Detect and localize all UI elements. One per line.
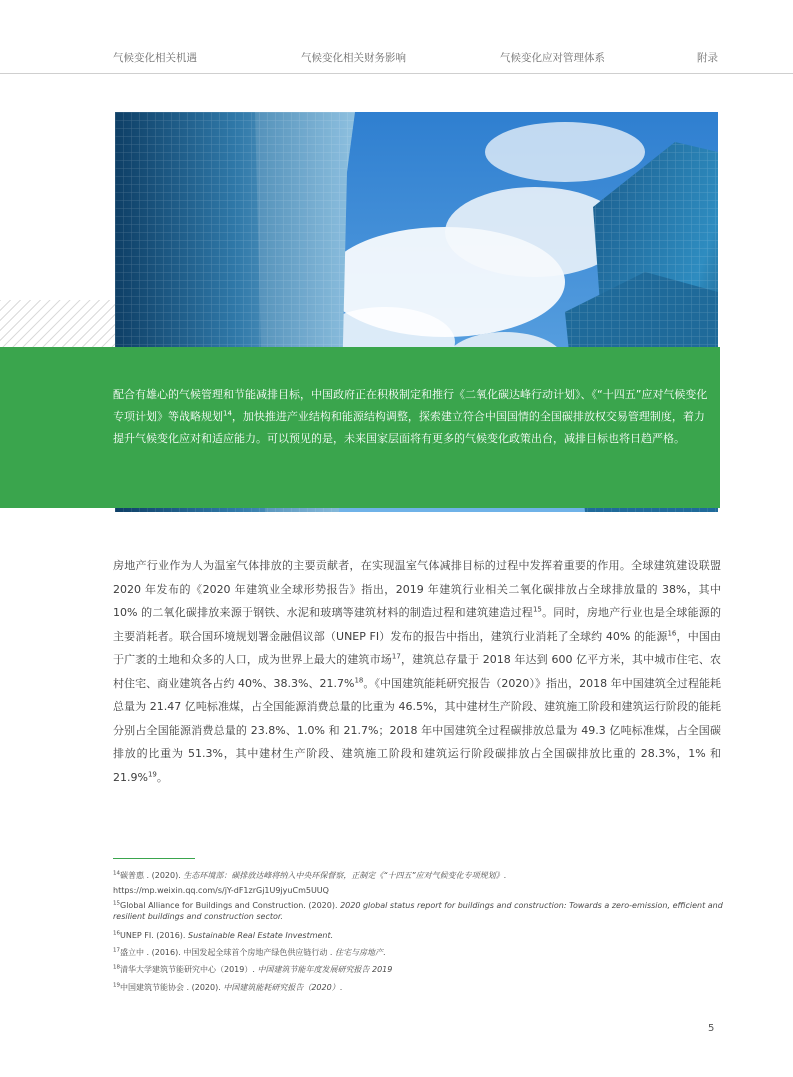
- footnote-ref-19[interactable]: 19: [147, 769, 157, 778]
- footnote-15: $^{15}$Global Alliance for Buildings and Construction. (2020). 2020 global status report for buildings and construction: Towards a zero-emission, efficient and resilient buildings and construction sector.: [113, 900, 723, 921]
- page-number: 5: [708, 1023, 715, 1034]
- nav-item-management-system[interactable]: 气候变化应对管理体系: [500, 52, 605, 64]
- nav-item-financial-impact[interactable]: 气候变化相关财务影响: [301, 52, 406, 64]
- nav-item-climate-opportunities[interactable]: 气候变化相关机遇: [113, 52, 197, 64]
- body-paragraph: 房地产行业作为人为温室气体排放的主要贡献者，在实现温室气体减排目标的过程中发挥着重要的作用。全球建筑建设联盟 2020 年发布的《2020 年建筑业全球形势报告》指出，2019 年建筑行业相关二氧化碳排放占全球排放量的 38%，其中 10% 的二氧化碳排放来源于钢铁、水泥和玻璃等建筑材料的制造过程和建筑建造过程$^{15}$。同时，房地产行业也是全球能源的主要消耗者。联合国环境规划署金融倡议部（UNEP FI）发布的报告中指出，建筑行业消耗了全球约 40% 的能源$^{16}$，中国由于广袤的土地和众多的人口，成为世界上最大的建筑市场$^{17}$，建筑总存量于 2018 年达到 600 亿平方米，其中城市住宅、农村住宅、商业建筑各占约 40%、38.3%、21.7%$^{18}$。《中国建筑能耗研究报告（2020）》指出，2018 年中国建筑全过程能耗总量为 21.47 亿吨标准煤，占全国能源消费总量的比重为 46.5%，其中建材生产阶段、建筑施工阶段和建筑运行阶段的能耗分别占全国能源消费总量的 23.8%、1.0% 和 21.7%；2018 年中国建筑全过程碳排放总量为 49.3 亿吨标准煤，占全国碳排放的比重为 51.3%，其中建材生产阶段、建筑施工阶段和建筑运行阶段碳排放占全国碳排放比重的 28.3%，1% 和 21.9%$^{19}$。: [113, 559, 721, 784]
- footnote-16: $^{16}$UNEP FI. (2016). Sustainable Real Estate Investment.: [113, 930, 334, 940]
- footnote-14-link[interactable]: https://mp.weixin.qq.com/s/jY-dF1zrGj1U9jyuCm5UUQ: [113, 886, 329, 895]
- footnote-ref-16[interactable]: 16: [667, 628, 677, 637]
- footnote-19: $^{19}$中国建筑节能协会 . (2020). 中国建筑能耗研究报告（2020）.: [113, 982, 343, 992]
- footnote-ref-18[interactable]: 18: [354, 675, 364, 684]
- nav-item-appendix[interactable]: 附录: [697, 52, 718, 64]
- footnote-18: $^{18}$清华大学建筑节能研究中心（2019）. 中国建筑节能年度发展研究报告 2019: [113, 964, 393, 974]
- footnote-ref-15[interactable]: 15: [532, 605, 542, 614]
- highlight-paragraph: 配合有雄心的气候管理和节能减排目标，中国政府正在积极制定和推行《二氧化碳达峰行动计划》、《“十四五”应对气候变化专项计划》等战略规划$^{14}$，加快推进产业结构和能源结构调整，探索建立符合中国国情的全国碳排放权交易管理制度，着力提升气候变化应对和适应能力。可以预见的是，未来国家层面将有更多的气候变化政策出台，减排目标也将日趋严格。: [113, 388, 708, 445]
- top-navigation: [0, 0, 793, 74]
- footnote-divider: [113, 858, 195, 859]
- footnote-14: $^{14}$碳普惠 . (2020). 生态环境部：碳排放达峰将纳入中央环保督察，正制定《“十四五”应对气候变化专项规划》.: [113, 870, 507, 880]
- footnote-ref-14[interactable]: 14: [223, 409, 232, 418]
- footnote-17: $^{17}$盛立中 . (2016). 中国发起全球首个房地产绿色供应链行动 . 住宅与房地产.: [113, 947, 386, 957]
- footnote-ref-17[interactable]: 17: [391, 652, 401, 661]
